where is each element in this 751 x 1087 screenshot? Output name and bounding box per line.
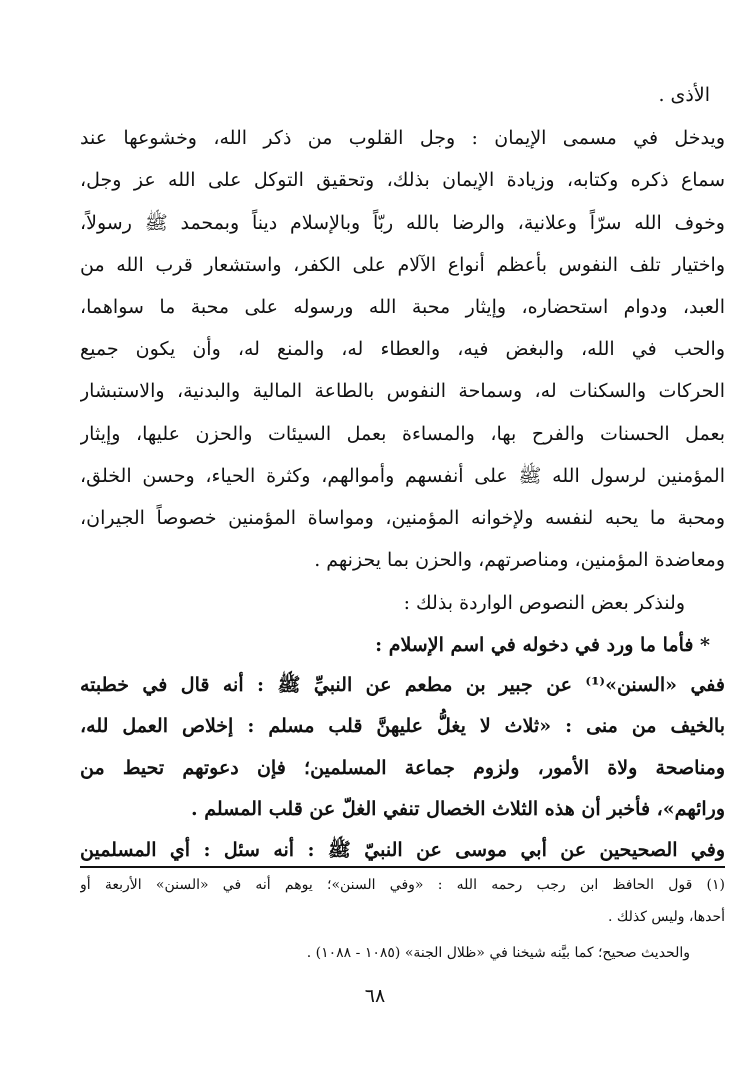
page-number: ٦٨ [364, 985, 386, 1007]
text-line: ويدخل في مسمى الإيمان : وجل القلوب من ذكر الله، وخشوعها عند [80, 127, 725, 149]
section-heading: * فأما ما ورد في دخوله في اسم الإسلام : [375, 634, 710, 656]
text-line: ومعاضدة المؤمنين، ومناصرتهم، والحزن بما يحزنهم . [314, 549, 725, 571]
text-line: والحب في الله، والبغض فيه، والعطاء له، والمنع له، وأن يكون جميع [80, 338, 725, 360]
footnote-line: (١) قول الحافظ ابن رجب رحمه الله : «وفي السنن»؛ يوهم أنه في «السنن» الأربعة أو [80, 877, 725, 893]
text-line: المؤمنين لرسول الله ﷺ على أنفسهم وأموالهم، وكثرة الحياء، وحسن الخلق، [80, 465, 725, 487]
intro-line: الأذى . [658, 84, 710, 106]
text-line: سماع ذكره وكتابه، وزيادة الإيمان بذلك، وتحقيق التوكل على الله عز وجل، [80, 169, 725, 191]
text-line: بالخيف من منى : «ثلاث لا يغلُّ عليهنَّ قلب مسلم : إخلاص العمل لله، [80, 715, 725, 737]
text-line: العبد، ودوام استحضاره، وإيثار محبة الله ورسوله على محبة ما سواهما، [80, 296, 725, 318]
text-line: واختيار تلف النفوس بأعظم أنواع الآلام على الكفر، واستشعار قرب الله من [80, 254, 725, 276]
text-line: ورائهم»، فأخبر أن هذه الثلاث الخصال تنفي الغلّ عن قلب المسلم . [190, 798, 725, 820]
text-line: ففي «السنن»⁽¹⁾ عن جبير بن مطعم عن النبيِّ ﷺ : أنه قال في خطبته [80, 674, 725, 696]
footnote-line: أحدها، وليس كذلك . [607, 909, 725, 925]
text-line: ومناصحة ولاة الأمور، ولزوم جماعة المسلمين؛ فإن دعوتهم تحيط من [80, 757, 725, 779]
footnote-separator [80, 866, 725, 868]
text-line: بعمل الحسنات والفرح بها، والمساءة بعمل السيئات والحزن عليها، وإيثار [80, 423, 725, 445]
text-line: وخوف الله سرّاً وعلانية، والرضا بالله ربّاً وبالإسلام ديناً وبمحمد ﷺ رسولاً، [80, 212, 725, 234]
text-line: ومحبة ما يحبه لنفسه ولإخوانه المؤمنين، ومواساة المؤمنين خصوصاً الجيران، [80, 507, 725, 529]
text-line: وفي الصحيحين عن أبي موسى عن النبيّ ﷺ : أنه سئل : أي المسلمين [80, 839, 725, 861]
text-line: الحركات والسكنات له، وسماحة النفوس بالطاعة المالية والبدنية، والاستبشار [80, 380, 725, 402]
footnote-line: والحديث صحيح؛ كما بيَّنه شيخنا في «ظلال الجنة» (١٠٨٥ - ١٠٨٨) . [306, 945, 690, 961]
lead-line: ولنذكر بعض النصوص الواردة بذلك : [403, 592, 685, 614]
